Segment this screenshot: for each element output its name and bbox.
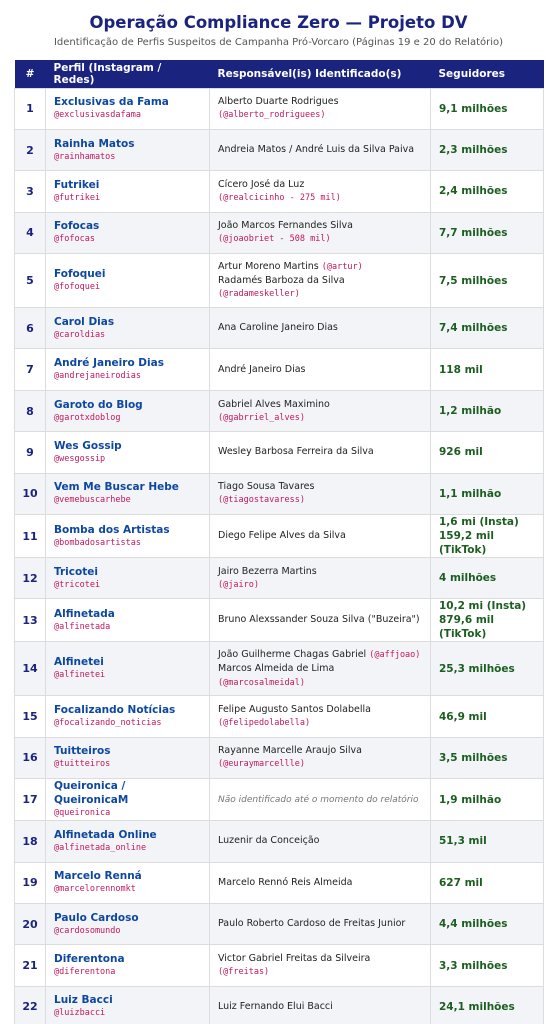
row-number: 6 bbox=[15, 308, 46, 349]
responsible-cell bbox=[210, 986, 431, 1024]
profile-cell bbox=[46, 171, 210, 212]
responsible-name: Rayanne Marcelle Araujo Silva bbox=[218, 745, 362, 757]
followers-value: 7,4 milhões bbox=[439, 322, 508, 335]
responsible-name: João Marcos Fernandes Silva bbox=[218, 220, 353, 232]
profile-cell bbox=[46, 862, 210, 903]
row-number: 22 bbox=[15, 986, 46, 1024]
responsible-cell bbox=[210, 88, 431, 129]
responsible-cell bbox=[210, 696, 431, 737]
followers-cell bbox=[431, 349, 544, 390]
profile-name: André Janeiro Dias bbox=[54, 357, 164, 370]
profile-cell bbox=[46, 945, 210, 986]
profile-handle: @futrikei bbox=[54, 192, 101, 203]
table-row bbox=[15, 88, 544, 129]
followers-cell bbox=[431, 171, 544, 212]
profile-name: Vem Me Buscar Hebe bbox=[54, 481, 179, 494]
responsible-name: Luiz Fernando Elui Bacci bbox=[218, 1000, 333, 1012]
responsible-cell bbox=[210, 558, 431, 599]
table-row bbox=[15, 171, 544, 212]
table-row bbox=[15, 432, 544, 473]
profile-cell bbox=[46, 986, 210, 1024]
page-subtitle: Identificação de Perfis Suspeitos de Campanha Pró-Vorcaro (Páginas 19 e 20 do Relatório) bbox=[53, 37, 504, 48]
responsible-name: Andreia Matos / André Luis da Silva Paiva bbox=[218, 144, 415, 156]
profile-name: Rainha Matos bbox=[54, 137, 135, 150]
table-row bbox=[15, 129, 544, 170]
followers-cell bbox=[431, 515, 544, 558]
profile-cell bbox=[46, 212, 210, 253]
responsible-handle: (@tiagostavaress) bbox=[218, 495, 305, 506]
responsible-cell bbox=[210, 515, 431, 558]
profile-name: Marcelo Renná bbox=[54, 870, 142, 883]
profile-name: Alfinetada Online bbox=[54, 828, 157, 841]
profile-handle: @caroldias bbox=[54, 329, 106, 340]
profile-handle: @bombadosartistas bbox=[54, 537, 141, 548]
responsible-cell bbox=[210, 390, 431, 431]
responsible-cell bbox=[210, 171, 431, 212]
responsible-name: Victor Gabriel Freitas da Silveira bbox=[218, 953, 371, 965]
row-number: 8 bbox=[15, 390, 46, 431]
responsible-handle: (@felipedolabella) bbox=[218, 718, 311, 729]
row-number: 1 bbox=[15, 88, 46, 129]
profile-cell bbox=[46, 599, 210, 642]
followers-cell bbox=[431, 599, 544, 642]
profile-cell bbox=[46, 642, 210, 696]
followers-cell bbox=[431, 696, 544, 737]
followers-value: 2,4 milhões bbox=[439, 185, 508, 198]
table-row bbox=[15, 986, 544, 1024]
followers-value: 51,3 mil bbox=[439, 835, 487, 848]
followers-value: 1,1 milhão bbox=[439, 487, 502, 500]
table-row bbox=[15, 515, 544, 558]
responsible-name: Jairo Bezerra Martins bbox=[218, 565, 317, 577]
profile-name: Tricotei bbox=[54, 565, 98, 578]
profile-handle: @wesgossip bbox=[54, 453, 106, 464]
responsible-cell bbox=[210, 599, 431, 642]
followers-value: 25,3 milhões bbox=[439, 662, 515, 675]
profile-handle: @rainhamatos bbox=[54, 151, 116, 162]
table-row bbox=[15, 599, 544, 642]
profile-name: Wes Gossip bbox=[54, 439, 122, 452]
profile-handle: @queironica bbox=[54, 808, 111, 819]
profile-name: Garoto do Blog bbox=[54, 398, 143, 411]
followers-value: 159,2 mil (TikTok) bbox=[439, 530, 495, 557]
row-number: 4 bbox=[15, 212, 46, 253]
profile-cell bbox=[46, 129, 210, 170]
followers-cell bbox=[431, 945, 544, 986]
row-number: 11 bbox=[15, 515, 46, 558]
profile-name: Futrikei bbox=[54, 178, 100, 191]
followers-value: 1,6 mi (Insta) bbox=[439, 516, 519, 529]
followers-value: 3,5 milhões bbox=[439, 751, 508, 764]
responsible-cell bbox=[210, 254, 431, 308]
table-row bbox=[15, 558, 544, 599]
profile-cell bbox=[46, 473, 210, 514]
profile-name: Alfinetada bbox=[54, 607, 115, 620]
responsible-name: Diego Felipe Alves da Silva bbox=[218, 530, 346, 542]
profile-handle: @tricotei bbox=[54, 579, 101, 590]
table-row bbox=[15, 473, 544, 514]
table-row bbox=[15, 390, 544, 431]
followers-value: 2,3 milhões bbox=[439, 144, 508, 157]
followers-value: 926 mil bbox=[439, 446, 483, 459]
profile-handle: @exclusivasdafama bbox=[54, 110, 141, 121]
profile-cell bbox=[46, 349, 210, 390]
followers-cell bbox=[431, 862, 544, 903]
responsible-name: Luzenir da Conceição bbox=[218, 835, 320, 847]
row-number: 20 bbox=[15, 903, 46, 944]
profile-cell bbox=[46, 779, 210, 821]
followers-value: 7,7 milhões bbox=[439, 226, 508, 239]
profile-name: Luiz Bacci bbox=[54, 994, 113, 1007]
profile-handle: @alfinetei bbox=[54, 670, 106, 681]
row-number: 18 bbox=[15, 821, 46, 862]
table-row bbox=[15, 642, 544, 696]
column-header-number: # bbox=[15, 60, 46, 88]
table-row bbox=[15, 349, 544, 390]
responsible-cell bbox=[210, 642, 431, 696]
column-header-responsible: Responsável(is) Identificado(s) bbox=[210, 60, 431, 88]
followers-cell bbox=[431, 986, 544, 1024]
followers-cell bbox=[431, 308, 544, 349]
profile-cell bbox=[46, 903, 210, 944]
profile-cell bbox=[46, 696, 210, 737]
followers-value: 1,9 milhão bbox=[439, 793, 502, 806]
responsible-handle: (@freitas) bbox=[218, 967, 270, 978]
profile-cell bbox=[46, 88, 210, 129]
row-number: 13 bbox=[15, 599, 46, 642]
responsible-name: Paulo Roberto Cardoso de Freitas Junior bbox=[218, 918, 406, 930]
profile-handle: @tuitteiros bbox=[54, 759, 111, 770]
profile-cell bbox=[46, 390, 210, 431]
profile-handle: @fofoquei bbox=[54, 282, 101, 293]
table-header bbox=[15, 60, 544, 88]
row-number: 5 bbox=[15, 254, 46, 308]
profile-cell bbox=[46, 737, 210, 778]
followers-cell bbox=[431, 779, 544, 821]
row-number: 14 bbox=[15, 642, 46, 696]
responsible-handle: (@euraymarcellle) bbox=[218, 759, 305, 770]
profile-handle: @diferentona bbox=[54, 967, 116, 978]
followers-cell bbox=[431, 432, 544, 473]
row-number: 17 bbox=[15, 779, 46, 821]
profiles-table bbox=[14, 60, 544, 1024]
responsible-cell bbox=[210, 945, 431, 986]
responsible-unknown: Não identificado até o momento do relatório bbox=[218, 794, 419, 805]
responsible-name: André Janeiro Dias bbox=[218, 363, 306, 375]
table-row bbox=[15, 779, 544, 821]
profile-name: Alfinetei bbox=[54, 656, 104, 669]
responsible-name: Cícero José da Luz bbox=[218, 178, 305, 190]
profile-name: Exclusivas da Fama bbox=[54, 96, 169, 109]
row-number: 12 bbox=[15, 558, 46, 599]
followers-value: 4,4 milhões bbox=[439, 918, 508, 931]
row-number: 19 bbox=[15, 862, 46, 903]
profile-name: Focalizando Notícias bbox=[54, 704, 176, 717]
profile-handle: @alfinetada bbox=[54, 621, 111, 632]
profile-handle: @vemebuscarhebe bbox=[54, 495, 131, 506]
responsible-name: Bruno Alexssander Souza Silva ("Buzeira") bbox=[218, 614, 420, 626]
followers-value: 24,1 milhões bbox=[439, 1000, 515, 1013]
responsible-name: Alberto Duarte Rodrigues bbox=[218, 96, 339, 108]
table-row bbox=[15, 903, 544, 944]
followers-value: 10,2 mi (Insta) bbox=[439, 600, 527, 613]
followers-cell bbox=[431, 390, 544, 431]
profile-handle: @andrejaneirodias bbox=[54, 371, 141, 382]
followers-cell bbox=[431, 212, 544, 253]
profile-cell bbox=[46, 515, 210, 558]
followers-value: 7,5 milhões bbox=[439, 274, 508, 287]
profile-cell bbox=[46, 308, 210, 349]
table-body bbox=[15, 88, 544, 1024]
responsible-name: Tiago Sousa Tavares bbox=[218, 481, 315, 493]
table-row bbox=[15, 737, 544, 778]
profile-handle: @alfinetada_online bbox=[54, 842, 147, 853]
followers-value: 627 mil bbox=[439, 876, 483, 889]
followers-cell bbox=[431, 642, 544, 696]
responsible-cell bbox=[210, 737, 431, 778]
table-row bbox=[15, 945, 544, 986]
profile-name: Queironica / QueironicaM bbox=[54, 780, 129, 807]
responsible-handle: (@marcosalmeidal) bbox=[218, 677, 305, 688]
responsible-handle: (@affjoao) bbox=[369, 649, 421, 660]
profile-cell bbox=[46, 558, 210, 599]
profile-cell bbox=[46, 254, 210, 308]
responsible-handle: (@artur) bbox=[321, 262, 363, 273]
responsible-name: Artur Moreno Martins bbox=[218, 261, 319, 273]
profile-name: Bomba dos Artistas bbox=[54, 523, 170, 536]
profile-name: Carol Dias bbox=[54, 315, 115, 328]
responsible-cell bbox=[210, 473, 431, 514]
responsible-cell bbox=[210, 821, 431, 862]
profile-name: Fofoquei bbox=[54, 268, 106, 281]
responsible-cell bbox=[210, 432, 431, 473]
responsible-cell bbox=[210, 129, 431, 170]
responsible-name: Marcos Almeida de Lima bbox=[218, 662, 335, 674]
row-number: 10 bbox=[15, 473, 46, 514]
followers-value: 46,9 mil bbox=[439, 710, 487, 723]
table-row bbox=[15, 862, 544, 903]
table-row bbox=[15, 821, 544, 862]
responsible-cell bbox=[210, 349, 431, 390]
followers-cell bbox=[431, 254, 544, 308]
responsible-name: Radamés Barboza da Silva bbox=[218, 275, 345, 287]
responsible-handle: (@joaobriet - 508 mil) bbox=[218, 234, 331, 245]
responsible-name: Gabriel Alves Maximino bbox=[218, 398, 330, 410]
column-header-profile: Perfil (Instagram / Redes) bbox=[46, 60, 210, 88]
row-number: 7 bbox=[15, 349, 46, 390]
responsible-name: João Guilherme Chagas Gabriel bbox=[218, 648, 367, 660]
followers-value: 118 mil bbox=[439, 363, 483, 376]
table-row bbox=[15, 696, 544, 737]
profile-handle: @cardosomundo bbox=[54, 925, 121, 936]
followers-value: 9,1 milhões bbox=[439, 102, 508, 115]
table-row bbox=[15, 254, 544, 308]
responsible-cell bbox=[210, 212, 431, 253]
responsible-name: Marcelo Rennó Reis Almeida bbox=[218, 876, 353, 888]
profile-cell bbox=[46, 432, 210, 473]
row-number: 2 bbox=[15, 129, 46, 170]
page-title: Operação Compliance Zero — Projeto DV bbox=[89, 13, 468, 32]
responsible-handle: (@jairo) bbox=[218, 579, 259, 590]
table-row bbox=[15, 308, 544, 349]
profile-handle: @marcelorennomkt bbox=[54, 884, 136, 895]
followers-value: 4 milhões bbox=[439, 572, 497, 585]
profile-name: Diferentona bbox=[54, 953, 125, 966]
followers-cell bbox=[431, 88, 544, 129]
column-header-followers: Seguidores bbox=[431, 60, 544, 88]
responsible-name: Wesley Barbosa Ferreira da Silva bbox=[218, 446, 374, 458]
followers-cell bbox=[431, 473, 544, 514]
followers-value: 3,3 milhões bbox=[439, 959, 508, 972]
profile-name: Paulo Cardoso bbox=[54, 911, 139, 924]
profile-cell bbox=[46, 821, 210, 862]
responsible-handle: (@realcicinho - 275 mil) bbox=[218, 192, 341, 203]
profile-handle: @focalizando_noticias bbox=[54, 718, 162, 729]
followers-cell bbox=[431, 903, 544, 944]
profile-handle: @garotxdoblog bbox=[54, 412, 121, 423]
followers-cell bbox=[431, 129, 544, 170]
row-number: 9 bbox=[15, 432, 46, 473]
row-number: 15 bbox=[15, 696, 46, 737]
profile-name: Tuitteiros bbox=[54, 745, 111, 758]
responsible-name: Felipe Augusto Santos Dolabella bbox=[218, 704, 371, 716]
responsible-handle: (@radameskeller) bbox=[218, 289, 300, 300]
followers-value: 1,2 milhão bbox=[439, 405, 502, 418]
responsible-name: Ana Caroline Janeiro Dias bbox=[218, 322, 338, 334]
responsible-cell bbox=[210, 308, 431, 349]
profile-name: Fofocas bbox=[54, 220, 100, 233]
row-number: 21 bbox=[15, 945, 46, 986]
responsible-cell bbox=[210, 779, 431, 821]
row-number: 3 bbox=[15, 171, 46, 212]
followers-cell bbox=[431, 821, 544, 862]
responsible-cell bbox=[210, 903, 431, 944]
followers-value: 879,6 mil (TikTok) bbox=[439, 614, 495, 641]
followers-cell bbox=[431, 558, 544, 599]
followers-cell bbox=[431, 737, 544, 778]
responsible-handle: (@gabrriel_alves) bbox=[218, 412, 305, 423]
profile-handle: @fofocas bbox=[54, 234, 95, 245]
responsible-cell bbox=[210, 862, 431, 903]
profile-handle: @luizbacci bbox=[54, 1008, 106, 1019]
table-row bbox=[15, 212, 544, 253]
responsible-handle: (@alberto_rodriguees) bbox=[218, 110, 326, 121]
row-number: 16 bbox=[15, 737, 46, 778]
